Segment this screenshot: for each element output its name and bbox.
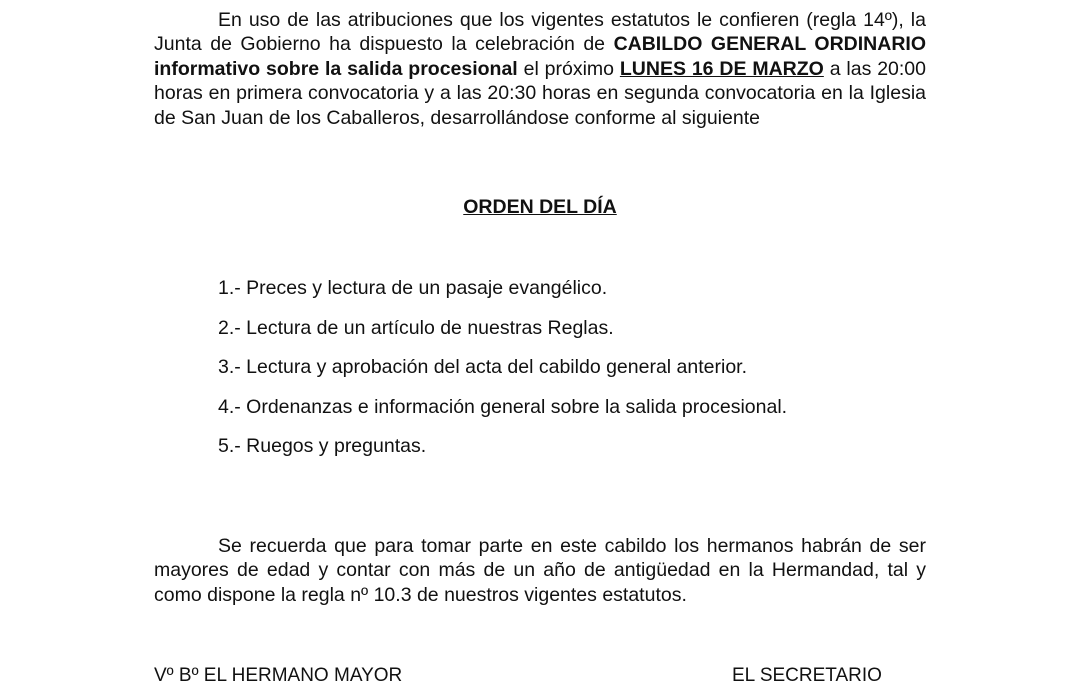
intro-text-3: a las 20:00 horas en primera convocatoria y a las 20:30 horas en segunda convocatoria en la Iglesia de San Juan de los Caballeros, desarrollándose conforme al siguiente: [154, 57, 926, 129]
signature-secretario: EL SECRETARIO: [732, 665, 882, 686]
agenda-list: [218, 276, 787, 474]
agenda-item-5: 5.- Ruegos y preguntas.: [218, 435, 427, 457]
intro-paragraph: [154, 8, 926, 131]
intro-text-1: En uso de las atribuciones que los vigentes estatutos le confieren (regla 14º), la Junta de Gobierno ha dispuesto la celebración de: [154, 8, 926, 55]
reminder-paragraph: [154, 534, 926, 608]
signature-hermano-mayor: Vº Bº EL HERMANO MAYOR: [154, 665, 403, 686]
agenda-item-3: 3.- Lectura y aprobación del acta del cabildo general anterior.: [218, 356, 748, 378]
reminder-text: Se recuerda que para tomar parte en este cabildo los hermanos habrán de ser mayores de edad y contar con más de un año de antigüedad en la Hermandad, tal y como dispone la regla nº 10.3 de nuestros vigentes estatutos.: [154, 534, 926, 606]
cabildo-bold-text: CABILDO GENERAL ORDINARIO informativo sobre la salida procesional: [154, 33, 927, 80]
meeting-date: LUNES 16 DE MARZO: [619, 57, 824, 80]
agenda-item-4: 4.- Ordenanzas e información general sobre la salida procesional.: [218, 395, 788, 418]
agenda-item-2: 2.- Lectura de un artículo de nuestras Reglas.: [218, 316, 614, 339]
agenda-heading: ORDEN DEL DÍA: [463, 196, 617, 218]
agenda-item-1: 1.- Preces y lectura de un pasaje evangélico.: [218, 277, 608, 299]
intro-text-2: el próximo: [517, 57, 620, 80]
